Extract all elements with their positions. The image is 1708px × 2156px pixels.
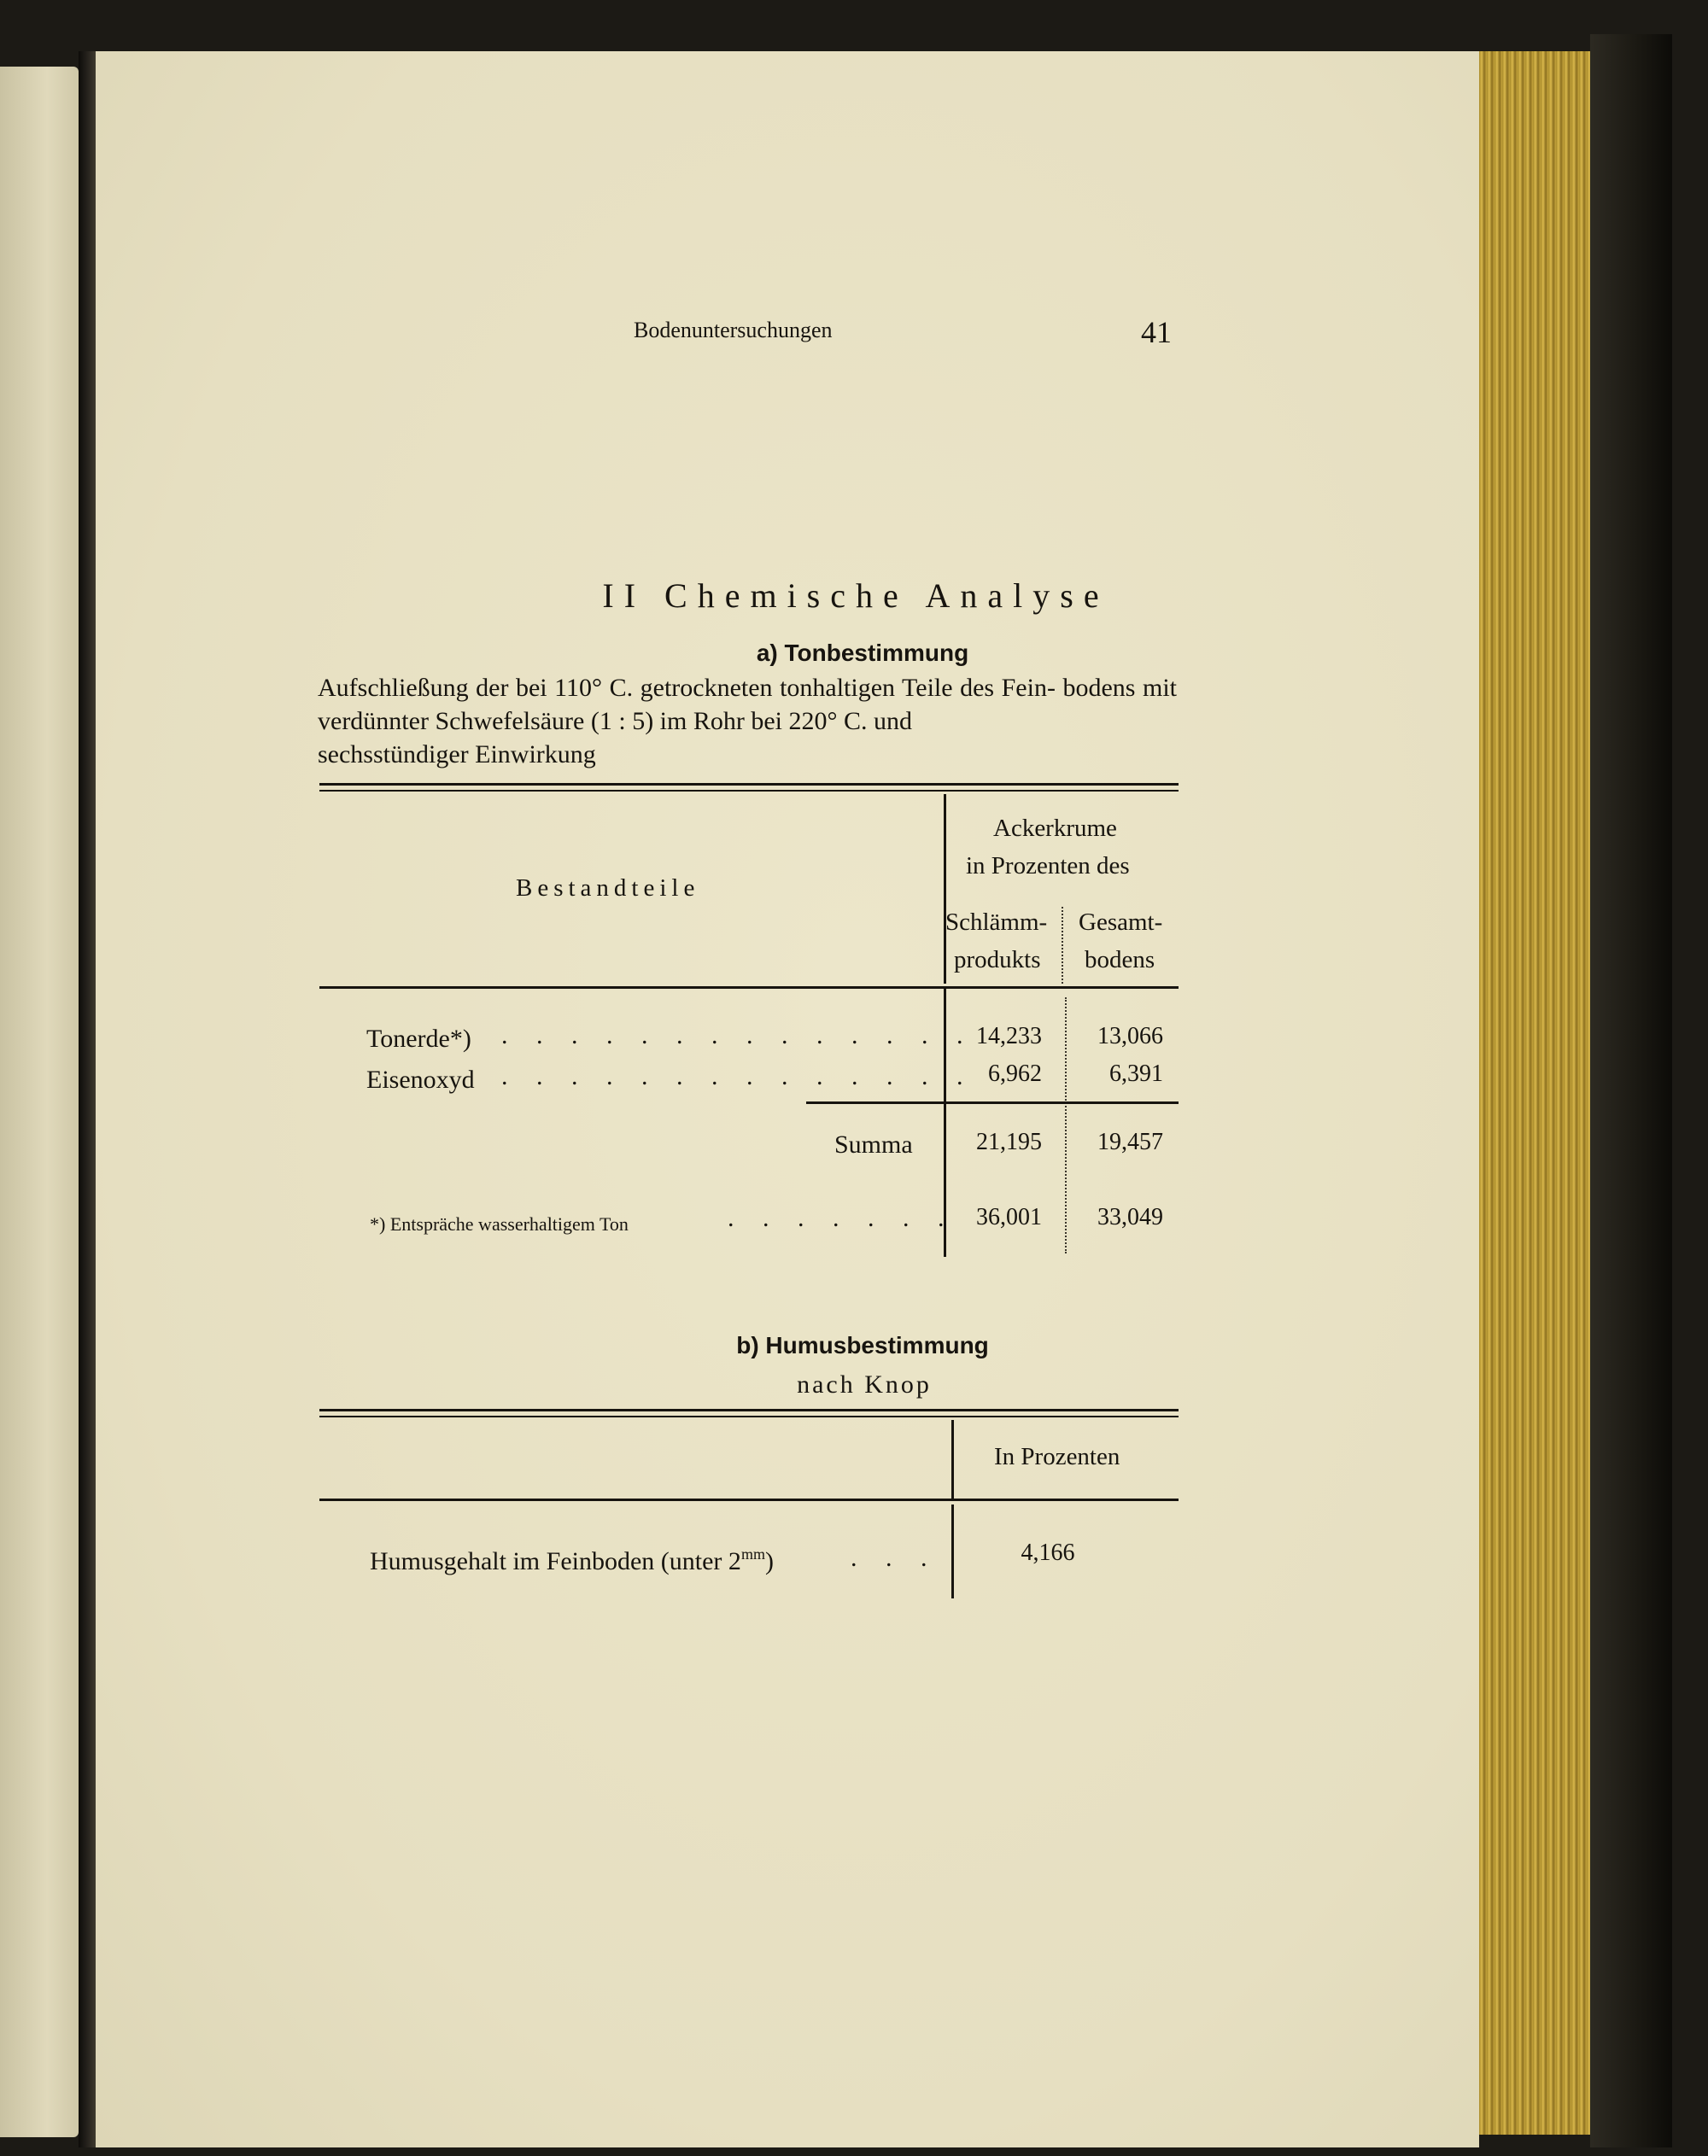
description-line-2: bodens mit verdünnter Schwefelsäure (1 : 5) im Rohr bei 220° C. und	[318, 674, 1177, 735]
table-a-top-rule	[319, 783, 1179, 786]
section-title: II Chemische Analyse	[602, 576, 1109, 615]
description-line-3: sechsstündiger Einwirkung	[318, 740, 596, 768]
row-value-gesamtboden: 6,391	[1109, 1060, 1163, 1087]
row-value-schlaemmprodukt: 14,233	[976, 1023, 1042, 1049]
running-head: Bodenuntersuchungen	[634, 318, 833, 342]
table-a-top-rule-thin	[319, 790, 1179, 792]
table-b-header-rule	[319, 1499, 1179, 1501]
row-label: Eisenoxyd	[366, 1066, 475, 1094]
row-value-schlaemmprodukt: 6,962	[988, 1060, 1042, 1087]
table-b-header-divider	[951, 1420, 954, 1499]
book-page	[96, 51, 1479, 2147]
col2-header-line-2: bodens	[1085, 946, 1155, 973]
humus-row-label-text: Humusgehalt im Feinboden (unter 2	[370, 1547, 741, 1575]
humus-row-leader: . . .	[851, 1544, 939, 1572]
humus-row-value: 4,166	[1021, 1540, 1075, 1566]
part-a-description	[318, 671, 1177, 771]
description-line-1: Aufschließung der bei 110° C. getrockneten tonhaltigen Teile des Fein-	[318, 674, 1056, 702]
col1-header-line-2: produkts	[954, 946, 1041, 973]
part-b-heading: b) Humusbestimmung	[736, 1332, 989, 1358]
book-cover-edge	[1590, 34, 1672, 2147]
group-header-line-1: Ackerkrume	[993, 815, 1117, 842]
table-b-body-divider	[951, 1505, 954, 1598]
table-b-top-rule	[319, 1409, 1179, 1411]
col2-header-line-1: Gesamt-	[1079, 909, 1163, 936]
row-leader: . . . . . . . . . . . . . .	[501, 1062, 974, 1090]
row-label: Tonerde*)	[366, 1025, 471, 1053]
footnote-label: *) Entspräche wasserhaltigem Ton	[370, 1213, 629, 1235]
table-a-subcol-divider	[1062, 907, 1063, 984]
page-block-edges	[1479, 51, 1590, 2135]
page-number: 41	[1141, 315, 1172, 349]
col1-header-line-1: Schlämm-	[945, 909, 1048, 936]
sum-rule	[806, 1101, 1179, 1104]
footnote-value-schlaemmprodukt: 36,001	[976, 1204, 1042, 1230]
group-header-line-2: in Prozenten des	[966, 852, 1130, 879]
footnote-leader: . . . . . . .	[728, 1204, 956, 1232]
table-b-top-rule-thin	[319, 1416, 1179, 1417]
sum-value-schlaemmprodukt: 21,195	[976, 1129, 1042, 1155]
table-a-body-subcol-divider	[1065, 997, 1067, 1253]
humus-row-label-close: )	[764, 1547, 774, 1575]
stub-header: Bestandteile	[516, 874, 700, 902]
table-a-header-divider	[944, 794, 946, 984]
humus-row-label-unit: mm	[740, 1545, 765, 1563]
humus-row-label	[370, 1545, 774, 1576]
footnote-value-gesamtboden: 33,049	[1097, 1204, 1163, 1230]
part-a-heading: a) Tonbestimmung	[756, 640, 969, 666]
table-a-header-rule	[319, 986, 1179, 989]
row-leader: . . . . . . . . . . . . . .	[501, 1021, 974, 1049]
sum-value-gesamtboden: 19,457	[1097, 1129, 1163, 1155]
sum-label: Summa	[834, 1131, 913, 1159]
part-b-subheading: nach Knop	[797, 1370, 932, 1399]
row-value-gesamtboden: 13,066	[1097, 1023, 1163, 1049]
table-b-col-header: In Prozenten	[994, 1443, 1120, 1470]
left-page-edge	[0, 67, 79, 2137]
